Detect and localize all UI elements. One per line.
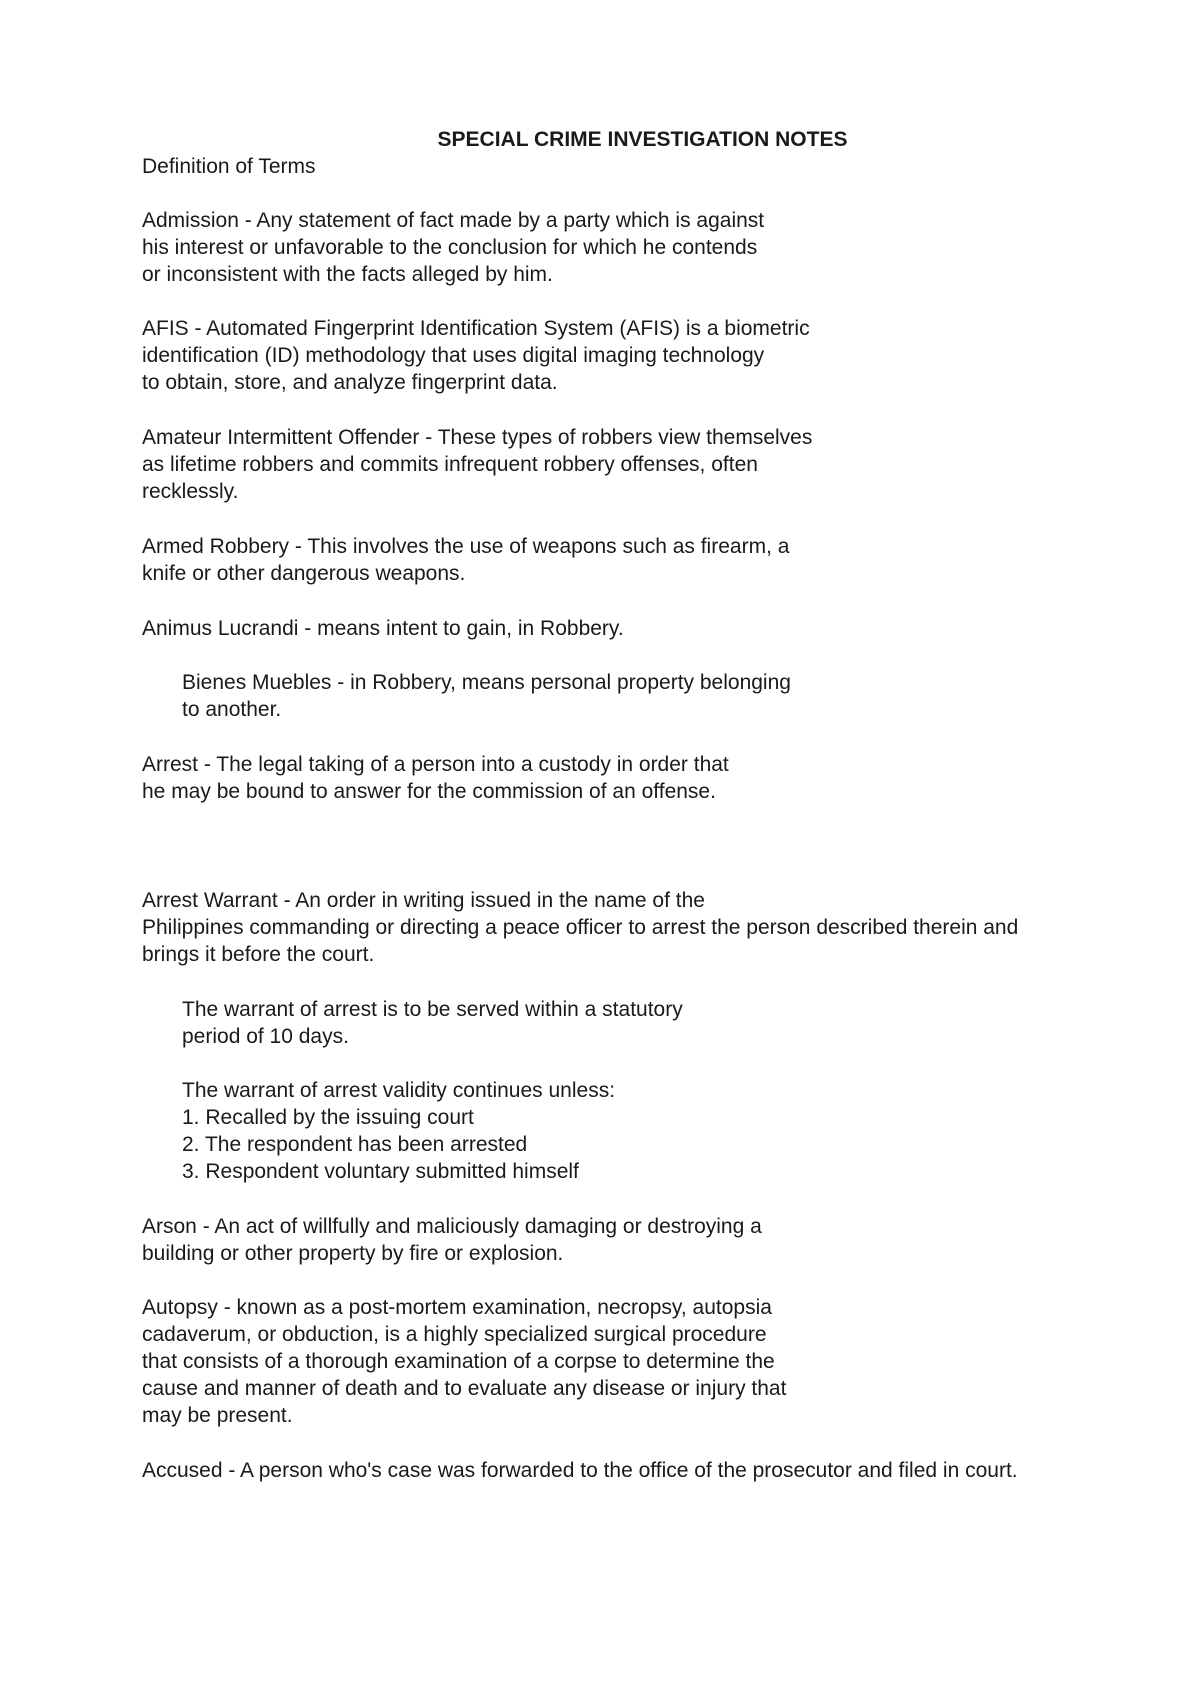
note-warrant-validity-list bbox=[182, 1077, 615, 1185]
definition-admission bbox=[142, 207, 764, 288]
text-line: he may be bound to answer for the commission of an offense. bbox=[142, 780, 716, 803]
definition-arrest-warrant bbox=[142, 887, 1018, 968]
text-line: Admission - Any statement of fact made by a party which is against bbox=[142, 209, 765, 232]
text-line: Autopsy - known as a post-mortem examination, necropsy, autopsia bbox=[142, 1296, 772, 1319]
text-line: Armed Robbery - This involves the use of weapons such as firearm, a bbox=[142, 535, 790, 558]
note-warrant-service-period bbox=[182, 996, 683, 1050]
definition-amateur-intermittent-offender bbox=[142, 424, 812, 505]
text-line: AFIS - Automated Fingerprint Identification System (AFIS) is a biometric bbox=[142, 317, 810, 340]
text-line: knife or other dangerous weapons. bbox=[142, 562, 466, 585]
definition-arrest bbox=[142, 751, 729, 805]
definition-armed-robbery bbox=[142, 533, 789, 587]
definition-arson bbox=[142, 1213, 762, 1267]
list-intro: The warrant of arrest validity continues unless: bbox=[182, 1079, 616, 1102]
text-line: identification (ID) methodology that uses digital imaging technology bbox=[142, 344, 765, 367]
list-item: 1. Recalled by the issuing court bbox=[182, 1106, 474, 1129]
text-line: building or other property by fire or explosion. bbox=[142, 1242, 564, 1265]
text-line: Philippines commanding or directing a peace officer to arrest the person described therein and bbox=[142, 916, 1019, 939]
text-line: Animus Lucrandi - means intent to gain, in Robbery. bbox=[142, 617, 624, 640]
definition-bienes-muebles bbox=[182, 669, 791, 723]
text-line: cause and manner of death and to evaluate any disease or injury that bbox=[142, 1377, 787, 1400]
page-title: SPECIAL CRIME INVESTIGATION NOTES bbox=[437, 128, 848, 151]
text-line: his interest or unfavorable to the conclusion for which he contends bbox=[142, 236, 758, 259]
text-line: Amateur Intermittent Offender - These types of robbers view themselves bbox=[142, 426, 813, 449]
text-line: may be present. bbox=[142, 1404, 293, 1427]
text-line: Arrest - The legal taking of a person into a custody in order that bbox=[142, 753, 729, 776]
text-line: Bienes Muebles - in Robbery, means personal property belonging bbox=[182, 671, 791, 694]
text-line: or inconsistent with the facts alleged by him. bbox=[142, 263, 553, 286]
text-line: brings it before the court. bbox=[142, 943, 375, 966]
text-line: Arson - An act of willfully and maliciously damaging or destroying a bbox=[142, 1215, 762, 1238]
text-line: Accused - A person who's case was forwarded to the office of the prosecutor and filed in court. bbox=[142, 1459, 1018, 1482]
definition-accused bbox=[142, 1457, 1018, 1484]
text-line: to obtain, store, and analyze fingerprint data. bbox=[142, 371, 558, 394]
text-line: recklessly. bbox=[142, 480, 239, 503]
list-item: 2. The respondent has been arrested bbox=[182, 1133, 528, 1156]
section-heading: Definition of Terms bbox=[142, 155, 316, 178]
text-line: The warrant of arrest is to be served within a statutory bbox=[182, 998, 683, 1021]
text-line: that consists of a thorough examination of a corpse to determine the bbox=[142, 1350, 775, 1373]
text-line: Arrest Warrant - An order in writing issued in the name of the bbox=[142, 889, 705, 912]
definition-afis bbox=[142, 315, 810, 396]
definition-animus-lucrandi bbox=[142, 615, 624, 642]
text-line: cadaverum, or obduction, is a highly specialized surgical procedure bbox=[142, 1323, 767, 1346]
definition-autopsy bbox=[142, 1294, 786, 1429]
list-item: 3. Respondent voluntary submitted himself bbox=[182, 1160, 579, 1183]
text-line: period of 10 days. bbox=[182, 1025, 349, 1048]
text-line: to another. bbox=[182, 698, 282, 721]
text-line: as lifetime robbers and commits infrequent robbery offenses, often bbox=[142, 453, 758, 476]
